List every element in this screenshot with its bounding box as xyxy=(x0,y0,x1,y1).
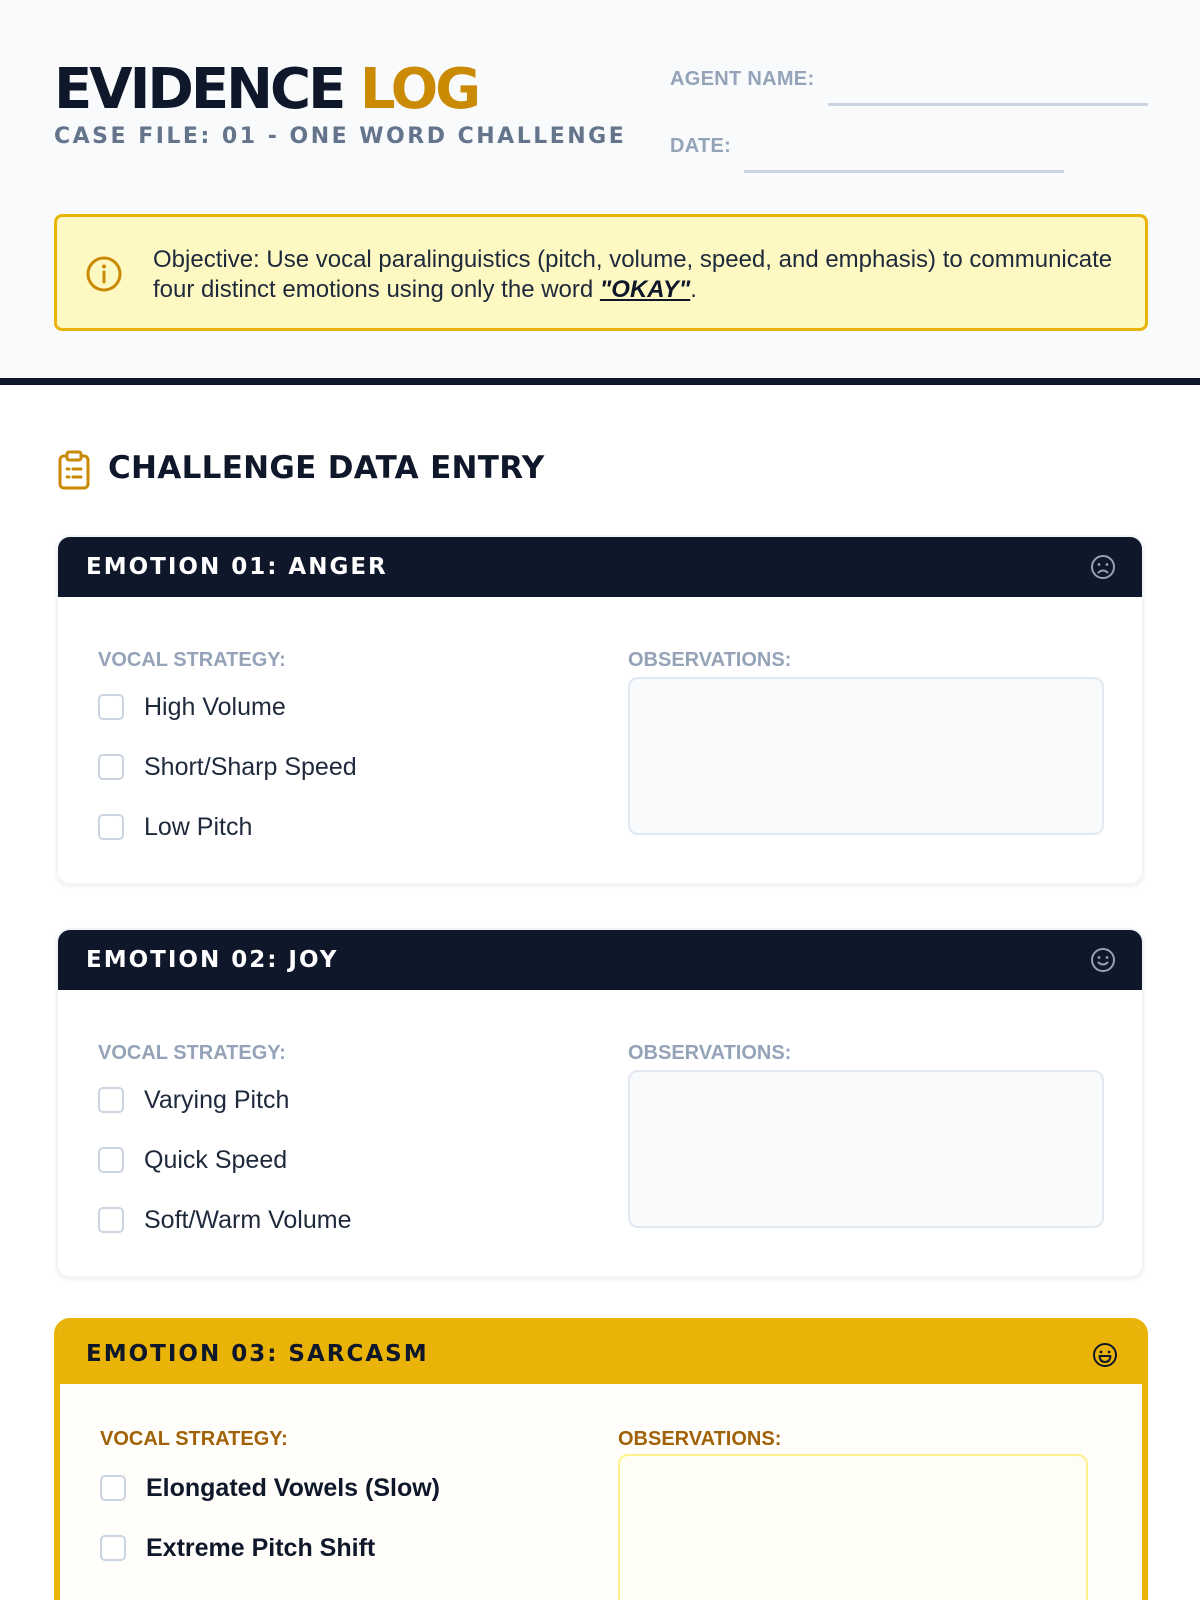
frown-face-icon xyxy=(1090,554,1116,580)
checkbox[interactable] xyxy=(98,1087,124,1113)
option-label: High Volume xyxy=(144,693,286,721)
observations-label: OBSERVATIONS: xyxy=(628,649,792,671)
date-label: DATE: xyxy=(670,135,732,157)
vocal-strategy-label: VOCAL STRATEGY: xyxy=(100,1428,288,1450)
checkbox[interactable] xyxy=(98,694,124,720)
observations-input[interactable] xyxy=(628,1070,1104,1228)
observations-input[interactable] xyxy=(618,1454,1088,1600)
vocal-strategy-label: VOCAL STRATEGY: xyxy=(98,649,286,671)
grin-face-icon xyxy=(1092,1342,1118,1368)
info-icon xyxy=(85,255,123,293)
emotion-card-joy xyxy=(56,928,1144,1278)
objective-keyword: "OKAY" xyxy=(599,276,691,303)
agent-name-input[interactable] xyxy=(828,76,1148,106)
objective-text-end: . xyxy=(690,276,697,303)
option-label: Varying Pitch xyxy=(144,1086,290,1114)
option-label: Low Pitch xyxy=(144,813,253,841)
section-heading-text: CHALLENGE DATA ENTRY xyxy=(108,450,545,486)
header xyxy=(0,0,1200,385)
date-input[interactable] xyxy=(744,143,1064,173)
option-label: Quick Speed xyxy=(144,1146,288,1174)
card-header xyxy=(58,930,1142,990)
observations-label: OBSERVATIONS: xyxy=(628,1042,792,1064)
page-subtitle: CASE FILE: 01 - ONE WORD CHALLENGE xyxy=(54,124,627,149)
agent-name-label: AGENT NAME: xyxy=(670,68,815,90)
clipboard-icon xyxy=(56,450,92,490)
card-title: EMOTION 03: SARCASM xyxy=(86,1341,429,1367)
smile-face-icon xyxy=(1090,947,1116,973)
card-title: EMOTION 02: JOY xyxy=(86,947,339,973)
option-label: Short/Sharp Speed xyxy=(144,753,357,781)
observations-label: OBSERVATIONS: xyxy=(618,1428,782,1450)
objective-text-main: Objective: Use vocal paralinguistics (pitch, volume, speed, and emphasis) to communicate four distinct emotions using only the word xyxy=(153,246,1113,303)
option-label: Extreme Pitch Shift xyxy=(146,1534,376,1562)
page-title xyxy=(54,58,478,122)
checkbox[interactable] xyxy=(98,1207,124,1233)
checkbox[interactable] xyxy=(100,1535,126,1561)
emotion-card-anger xyxy=(56,535,1144,885)
emotion-card-sarcasm xyxy=(54,1318,1148,1600)
title-main: EVIDENCE xyxy=(54,57,344,122)
title-accent: LOG xyxy=(359,57,479,122)
option-label: Elongated Vowels (Slow) xyxy=(146,1474,441,1502)
option-label: Soft/Warm Volume xyxy=(144,1206,352,1234)
vocal-strategy-label: VOCAL STRATEGY: xyxy=(98,1042,286,1064)
card-header xyxy=(60,1322,1142,1384)
checkbox[interactable] xyxy=(98,814,124,840)
card-title: EMOTION 01: ANGER xyxy=(86,554,388,580)
objective-callout xyxy=(54,214,1148,331)
checkbox[interactable] xyxy=(100,1475,126,1501)
card-header xyxy=(58,537,1142,597)
checkbox[interactable] xyxy=(98,754,124,780)
observations-input[interactable] xyxy=(628,677,1104,835)
checkbox[interactable] xyxy=(98,1147,124,1173)
objective-text xyxy=(153,245,1113,305)
